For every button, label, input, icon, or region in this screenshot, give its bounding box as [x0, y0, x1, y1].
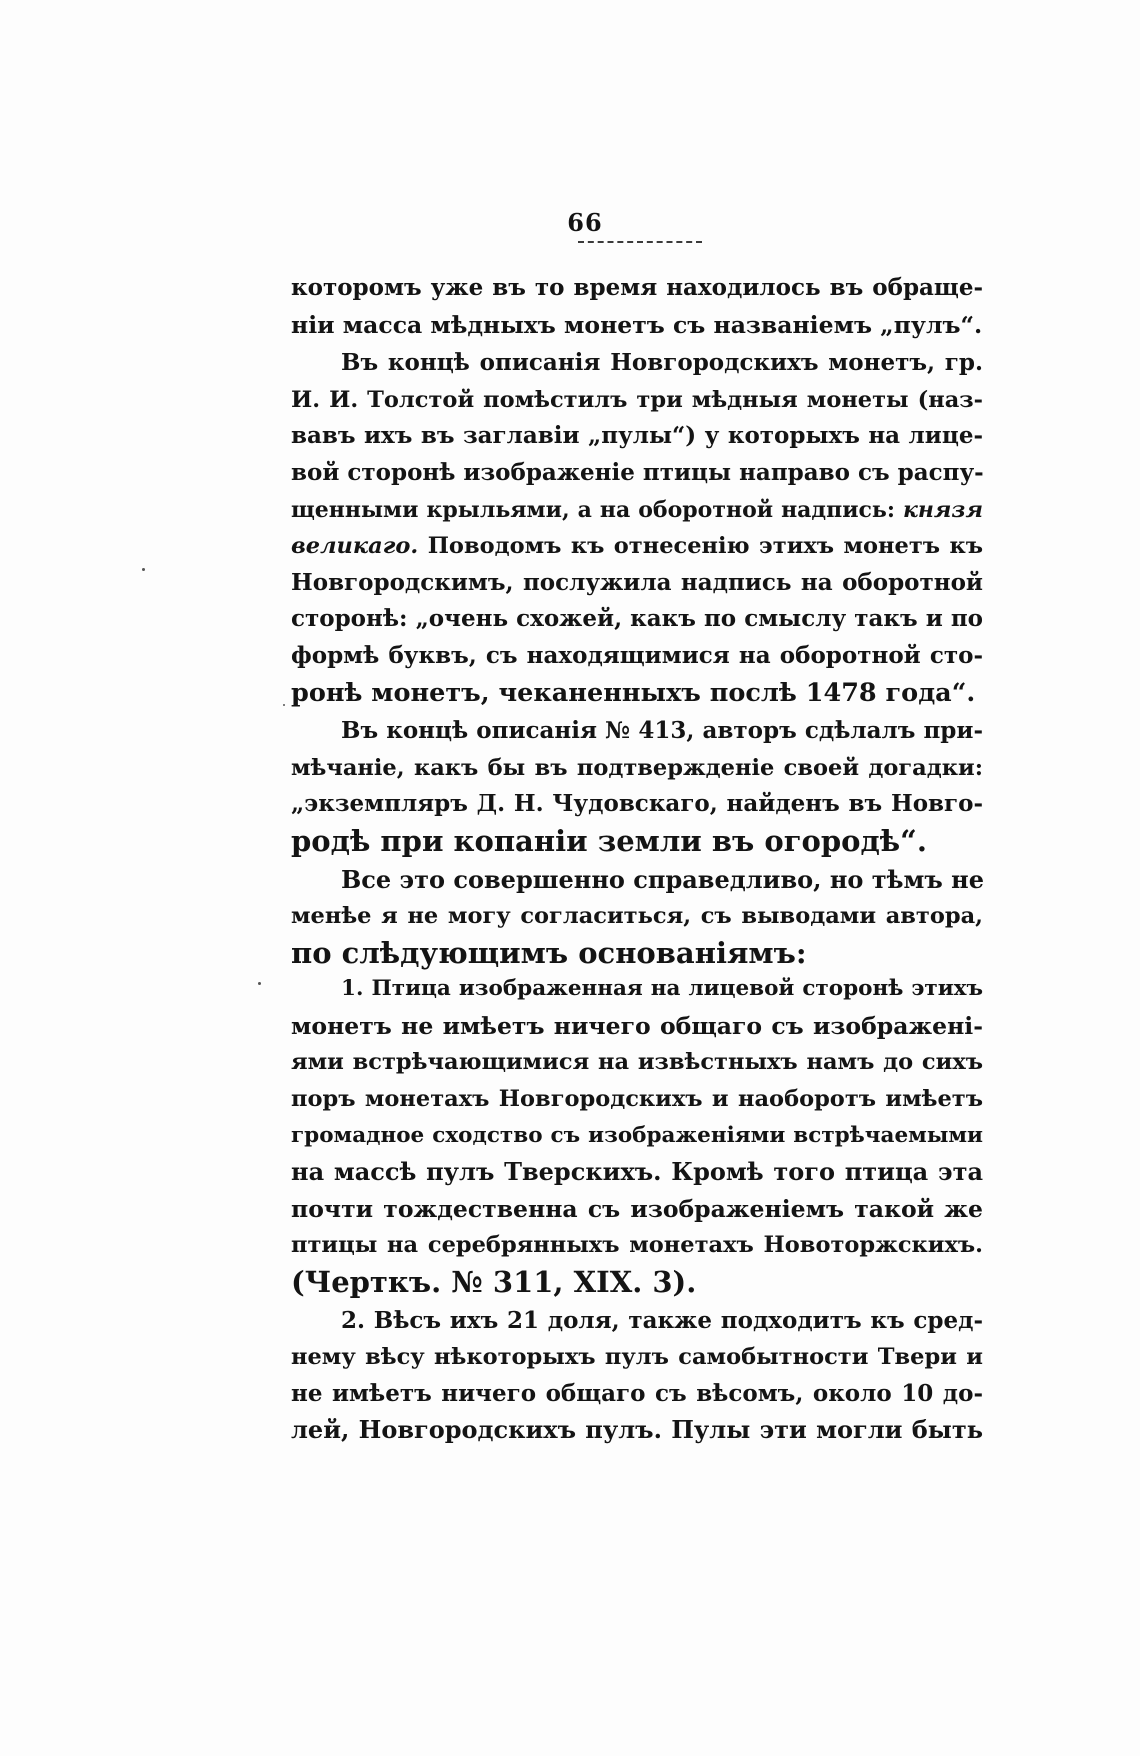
scan-speck — [258, 982, 261, 985]
text-line: птицы на серебрянныхъ монетахъ Новоторжскихъ. — [291, 1232, 983, 1259]
text-line: ронѣ монетъ, чеканенныхъ послѣ 1478 года“. — [291, 677, 976, 708]
text-line: громадное сходство съ изображенiями встрѣчаемыми — [291, 1122, 983, 1148]
text-line: почти тождественна съ изображенiемъ такой же — [291, 1194, 983, 1223]
page-number: 66 — [567, 208, 603, 237]
text-line: ями встрѣчающимися на извѣстныхъ намъ до сихъ — [291, 1049, 983, 1076]
text-line: вой сторонѣ изображенiе птицы направо съ распу- — [291, 458, 984, 486]
text-line — [291, 528, 983, 565]
text-line: менѣе я не могу согласиться, съ выводами автора, — [291, 903, 983, 930]
text-line: Въ концѣ описанiя № 413, авторъ сдѣлалъ при- — [341, 717, 983, 745]
text-line: лей, Новгородскихъ пулъ. Пулы эти могли быть — [291, 1415, 983, 1445]
text-line: Новгородскимъ, послужила надпись на оборотной — [291, 568, 983, 596]
text-segment: Поводомъ къ отнесенiю этихъ монетъ къ — [427, 533, 983, 560]
text-line: „экземпляръ Д. Н. Чудовскаго, найденъ въ Новго- — [291, 790, 983, 818]
text-line: монетъ не имѣетъ ничего общаго съ изображенi- — [291, 1011, 983, 1040]
text-line: Въ концѣ описанiя Новгородскихъ монетъ, гр. — [341, 349, 983, 377]
text-line: не имѣетъ ничего общаго съ вѣсомъ, около 10 до- — [291, 1379, 983, 1407]
text-line: которомъ уже въ то время находилось въ обраще- — [291, 274, 983, 301]
header-rule — [578, 241, 702, 243]
text-line: формѣ буквъ, съ находящимися на оборотной сто- — [291, 641, 983, 669]
text-line: на массѣ пулъ Тверскихъ. Кромѣ того птица эта — [291, 1157, 983, 1187]
text-line: нему вѣсу нѣкоторыхъ пулъ самобытности Твери и — [291, 1344, 983, 1371]
text-segment: щенными крыльями, а на оборотной надпись: — [291, 496, 895, 523]
text-line: поръ монетахъ Новгородскихъ и наоборотъ имѣетъ — [291, 1086, 983, 1113]
text-line: (Черткъ. № 311, XIX. 3). — [291, 1265, 697, 1300]
text-line: 2. Вѣсъ ихъ 21 доля, также подходитъ къ сред- — [341, 1306, 983, 1334]
text-line: родѣ при копанiи земли въ огородѣ“. — [291, 823, 927, 858]
text-line — [291, 492, 983, 529]
text-line: нiи масса мѣдныхъ монетъ съ названiемъ „пулъ“. — [291, 310, 983, 339]
text-line: вавъ ихъ въ заглавiи „пулы“) у которыхъ на лице- — [291, 422, 983, 450]
text-line: Все это совершенно справедливо, но тѣмъ не — [341, 864, 984, 894]
text-line: по слѣдующимъ основанiямъ: — [291, 935, 807, 970]
body-text — [291, 270, 983, 1449]
italic-text-segment: князя — [902, 496, 983, 523]
text-line: мѣчанiе, какъ бы въ подтвержденiе своей догадки: — [291, 754, 983, 781]
italic-text-segment: великаго. — [291, 533, 419, 560]
text-line: 1. Птица изображенная на лицевой сторонѣ этихъ — [341, 976, 983, 1002]
scan-speck — [283, 704, 285, 706]
scan-speck — [142, 568, 145, 571]
text-line: И. И. Толстой помѣстилъ три мѣдныя монеты (наз- — [291, 386, 983, 413]
text-line: сторонѣ: „очень схожей, какъ по смыслу такъ и по — [291, 605, 983, 633]
